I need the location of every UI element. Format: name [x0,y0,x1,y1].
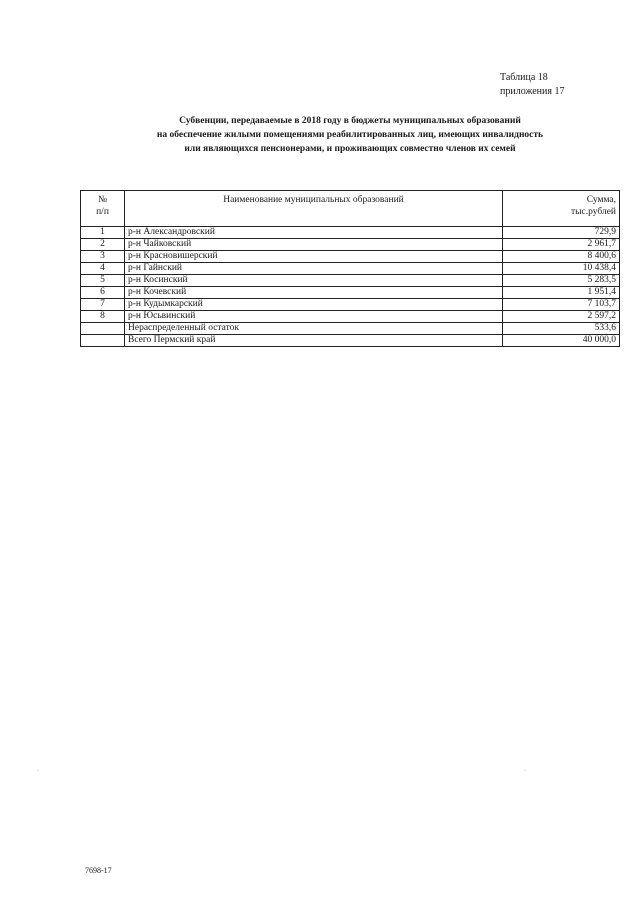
row-number: 5 [81,275,125,287]
table-row [81,299,620,311]
table-row [81,287,620,299]
row-municipality: р-н Косинский [125,275,503,287]
row-municipality: р-н Чайковский [125,239,503,251]
table-row [81,311,620,323]
table-row [81,227,620,239]
header-sum [503,191,620,227]
row-municipality: р-н Александровский [125,227,503,239]
row-number [81,323,125,335]
table-row [81,275,620,287]
row-sum: 10 438,4 [503,263,620,275]
subventions-table [80,190,620,347]
row-number: 2 [81,239,125,251]
table-row [81,239,620,251]
header-sum-line-2: тыс.рублей [570,207,616,217]
appendix-number-label: приложения 17 [500,86,565,97]
row-municipality: р-н Кочевский [125,287,503,299]
row-sum: 2 597,2 [503,311,620,323]
table-row [81,335,620,347]
scan-speck: · [37,768,39,774]
row-number: 3 [81,251,125,263]
header-number-line-1: № [97,195,108,205]
document-code: 7698-17 [85,866,112,875]
row-sum: 40 000,0 [503,335,620,347]
table-row [81,323,620,335]
row-municipality: Всего Пермский край [125,335,503,347]
row-sum: 1 951,4 [503,287,620,299]
row-sum: 729,9 [503,227,620,239]
row-number: 7 [81,299,125,311]
row-municipality: Нераспределенный остаток [125,323,503,335]
row-number: 8 [81,311,125,323]
title-line-1: Субвенции, передаваемые в 2018 году в бюджеты муниципальных образований [179,116,521,126]
row-sum: 7 103,7 [503,299,620,311]
table-number-label: Таблица 18 [500,72,548,83]
header-number [81,191,125,227]
annex-label [500,71,564,99]
scan-speck: · [524,768,526,774]
header-sum-line-1: Сумма, [586,195,616,205]
table-header-row [81,191,620,227]
document-title [80,114,620,156]
row-municipality: р-н Юсьвинский [125,311,503,323]
row-municipality: р-н Гайнский [125,263,503,275]
header-municipality: Наименование муниципальных образований [125,191,503,227]
row-sum: 533,6 [503,323,620,335]
row-number: 4 [81,263,125,275]
table-body [81,227,620,347]
row-sum: 2 961,7 [503,239,620,251]
row-number: 6 [81,287,125,299]
row-number: 1 [81,227,125,239]
row-sum: 5 283,5 [503,275,620,287]
title-line-3: или являющихся пенсионерами, и проживающих совместно членов их семей [184,144,516,154]
row-municipality: р-н Кудымкарский [125,299,503,311]
header-number-line-2: п/п [96,207,109,217]
table-row [81,251,620,263]
title-line-2: на обеспечение жилыми помещениями реабилитированных лиц, имеющих инвалидность [156,130,544,140]
table-row [81,263,620,275]
row-municipality: р-н Красновишерский [125,251,503,263]
row-number [81,335,125,347]
row-sum: 8 400,6 [503,251,620,263]
